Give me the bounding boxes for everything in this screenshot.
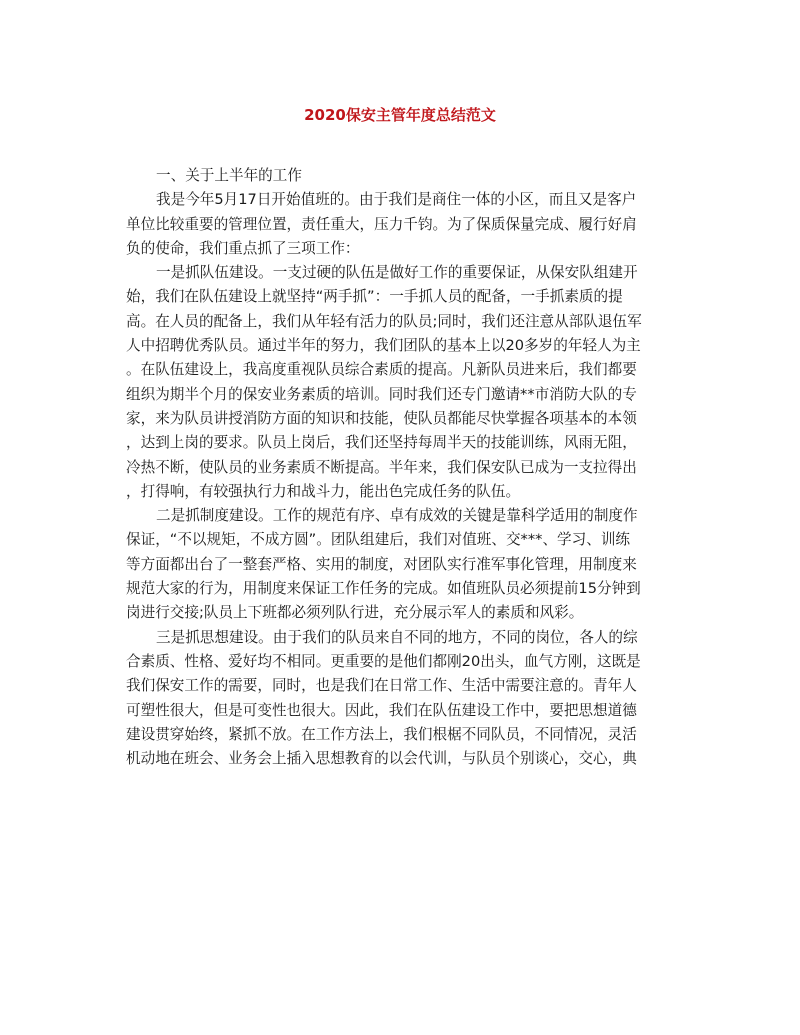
text-line: 家，来为队员讲授消防方面的知识和技能，使队员都能尽快掌握各项基本的本领 — [126, 409, 637, 427]
document-body — [126, 164, 686, 771]
text-line: 一、关于上半年的工作 — [156, 167, 302, 184]
text-line: 一是抓队伍建设。一支过硬的队伍是做好工作的重要保证，从保安队组建开 — [156, 264, 638, 282]
paragraph-ideology-building — [126, 626, 686, 772]
text-line: 我们保安工作的需要，同时，也是我们在日常工作、生活中需要注意的。青年人 — [126, 677, 637, 695]
text-line: 规范大家的行为，用制度来保证工作任务的完成。如值班队员必须提前15分钟到 — [126, 580, 641, 598]
text-line: 冷热不断，使队员的业务素质不断提高。半年来，我们保安队已成为一支拉得出 — [126, 458, 637, 476]
text-line: ，打得响，有较强执行力和战斗力，能出色完成任务的队伍。 — [126, 482, 521, 500]
text-line: 合素质、性格、爱好均不相同。更重要的是他们都刚20出头，血气方刚，这既是 — [126, 652, 641, 670]
text-line: 负的使命，我们重点抓了三项工作： — [126, 239, 360, 257]
text-line: 我是今年5月17日开始值班的。由于我们是商住一体的小区，而且又是客户 — [156, 191, 637, 209]
text-line: 三是抓思想建设。由于我们的队员来自不同的地方，不同的岗位，各人的综 — [156, 628, 638, 646]
text-line: 可塑性很大，但是可变性也很大。因此，我们在队伍建设工作中，要把思想道德 — [126, 701, 637, 719]
text-line: 单位比较重要的管理位置，责任重大，压力千钧。为了保质保量完成、履行好肩 — [126, 215, 637, 233]
text-line: 保证，“不以规矩，不成方圆”。团队组建后，我们对值班、交***、学习、训练 — [126, 531, 631, 549]
paragraph-intro — [126, 188, 686, 261]
text-line: 机动地在班会、业务会上插入思想教育的以会代训，与队员个别谈心，交心，典 — [126, 750, 637, 768]
text-line: 建设贯穿始终，紧抓不放。在工作方法上，我们根椐不同队员，不同情况，灵活 — [126, 725, 637, 743]
text-line: 岗进行交接;队员上下班都必须列队行进，充分展示军人的素质和风彩。 — [126, 604, 584, 622]
paragraph-system-building — [126, 504, 686, 625]
text-line: 二是抓制度建设。工作的规范有序、卓有成效的关键是靠科学适用的制度作 — [156, 507, 638, 525]
document-title: 2020保安主管年度总结范文 — [304, 106, 496, 124]
text-line: 组织为期半个月的保安业务素质的培训。同时我们还专门邀请**市消防大队的专 — [126, 385, 637, 403]
text-line: 始，我们在队伍建设上就坚持“两手抓”：一手抓人员的配备，一手抓素质的提 — [126, 288, 623, 306]
text-line: 。在队伍建设上，我高度重视队员综合素质的提高。凡新队员进来后，我们都要 — [126, 361, 637, 379]
text-line: ，达到上岗的要求。队员上岗后，我们还坚持每周半天的技能训练，风雨无阻， — [126, 434, 637, 452]
text-line: 高。在人员的配备上，我们从年轻有活力的队员;同时，我们还注意从部队退伍军 — [126, 312, 642, 330]
paragraph-section-heading — [126, 164, 686, 188]
paragraph-team-building — [126, 261, 686, 504]
text-line: 等方面都出台了一整套严格、实用的制度，对团队实行准军事化管理，用制度来 — [126, 555, 637, 573]
text-line: 人中招聘优秀队员。通过半年的努力，我们团队的基本上以20多岁的年轻人为主 — [126, 337, 641, 355]
